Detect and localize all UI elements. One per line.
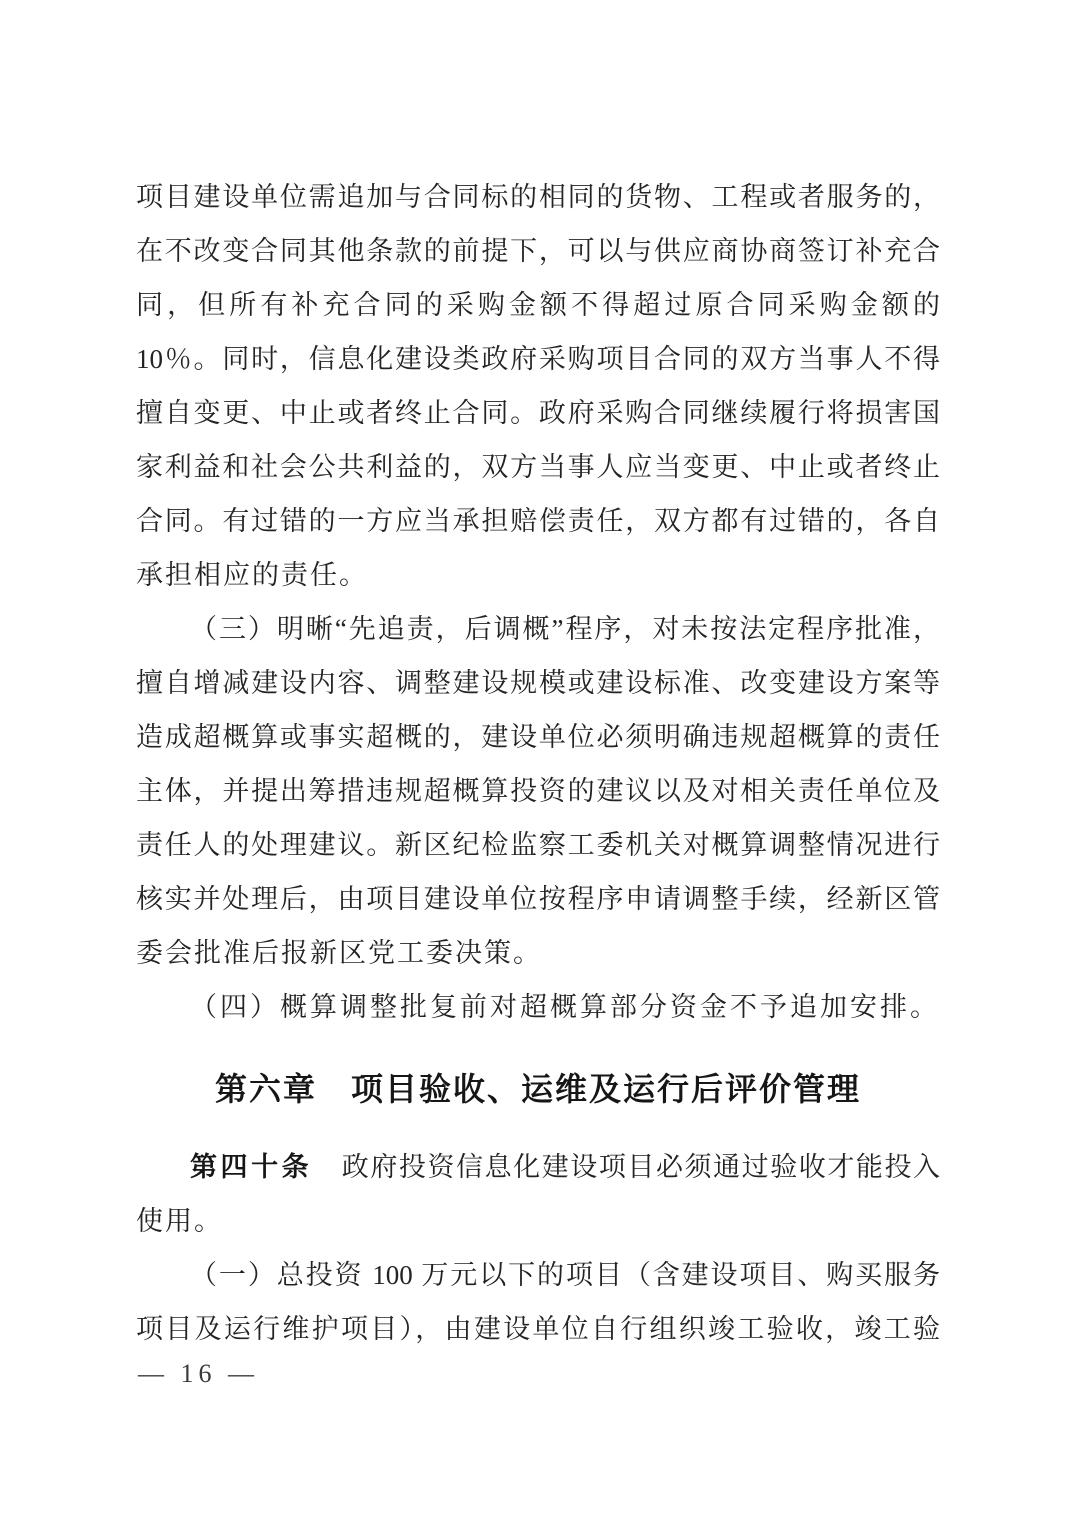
- text-line: 家利益和社会公共利益的，双方当事人应当变更、中止或者终止: [136, 452, 940, 482]
- text-line: 委会批准后报新区党工委决策。: [136, 938, 542, 968]
- text-line: 使用。: [136, 1206, 223, 1236]
- text-line: 合同。有过错的一方应当承担赔偿责任，双方都有过错的，各自: [136, 506, 940, 536]
- text-line: 项目及运行维护项目），由建设单位自行组织竣工验收，竣工验: [136, 1314, 940, 1344]
- text-line: 责任人的处理建议。新区纪检监察工委机关对概算调整情况进行: [136, 830, 940, 860]
- text-line: （四）概算调整批复前对超概算部分资金不予追加安排。: [190, 992, 940, 1022]
- text-line: 擅自变更、中止或者终止合同。政府采购合同继续履行将损害国: [136, 398, 940, 428]
- article-number: 第四十条: [190, 1152, 313, 1182]
- page-number: — 16 —: [138, 1359, 259, 1388]
- text-line: 核实并处理后，由项目建设单位按程序申请调整手续，经新区管: [136, 884, 940, 914]
- text-line: 在不改变合同其他条款的前提下，可以与供应商协商签订补充合: [136, 236, 940, 266]
- text-line: 造成超概算或事实超概的，建设单位必须明确违规超概算的责任: [136, 722, 940, 752]
- text-line: 主体，并提出筹措违规超概算投资的建议以及对相关责任单位及: [136, 776, 940, 806]
- text-line: 擅自增减建设内容、调整建设规模或建设标准、改变建设方案等: [136, 668, 940, 698]
- text-line: 同，但所有补充合同的采购金额不得超过原合同采购金额的: [136, 290, 940, 320]
- text-line: （三）明晰“先追责，后调概”程序，对未按法定程序批准，: [190, 614, 940, 644]
- article-text: 政府投资信息化建设项目必须通过验收才能投入: [340, 1152, 940, 1182]
- text-line: [136, 1140, 940, 1194]
- chapter-heading: 第六章 项目验收、运维及运行后评价管理: [214, 1071, 861, 1107]
- text-line: 10％。同时，信息化建设类政府采购项目合同的双方当事人不得: [136, 344, 940, 374]
- page-content: [136, 170, 940, 1356]
- text-line: （一）总投资 100 万元以下的项目（含建设项目、购买服务: [190, 1260, 940, 1290]
- text-line: 项目建设单位需追加与合同标的相同的货物、工程或者服务的，: [136, 182, 940, 212]
- text-line: 承担相应的责任。: [136, 560, 368, 590]
